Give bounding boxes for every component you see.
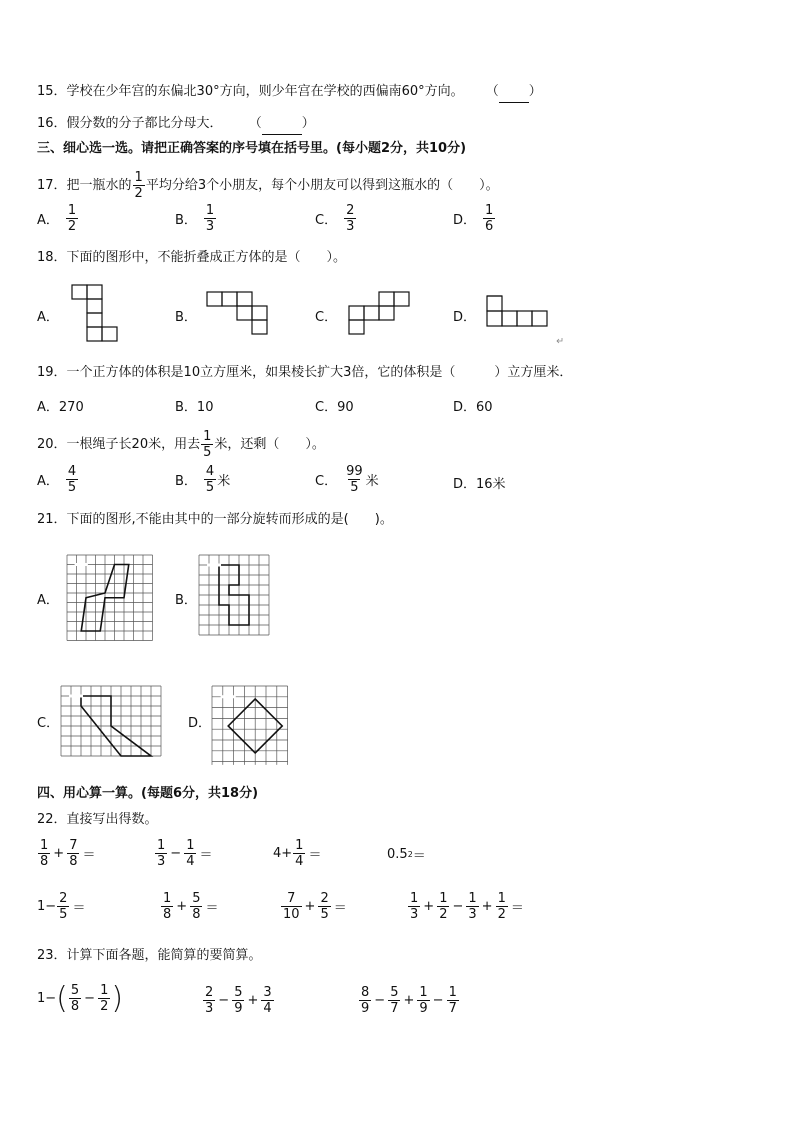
expression: 4+ $\frac{1}{4}$ ＝ [273, 838, 322, 869]
answer-blank[interactable] [499, 82, 529, 103]
question-16-text: 16．假分数的分子都比分母大． [37, 116, 223, 131]
cube-net-b [207, 292, 269, 338]
option-b[interactable]: B． $\frac{1}{3}$ [175, 203, 215, 234]
option-a[interactable]: A． $\frac{4}{5}$ [37, 464, 77, 495]
expression: $\frac{2}{3}$ − $\frac{5}{9}$ + $\frac{3}{4}$ [205, 985, 272, 1016]
option-d[interactable]: D． $\frac{1}{6}$ [453, 203, 494, 234]
section-3-title: 三、细心选一选。请把正确答案的序号填在括号里。(每小题2分，共10分) [37, 141, 467, 156]
option-a[interactable]: A． [37, 310, 59, 325]
option-c[interactable]: C． $\frac{99}{5}$ 米 [315, 464, 379, 495]
rotation-figure-b [199, 555, 271, 643]
return-mark-icon [556, 338, 564, 344]
expression: $\frac{1}{8}$ + $\frac{5}{8}$ ＝ [163, 891, 219, 922]
question-18-text: 18．下面的图形中，不能折叠成正方体的是（ ）。 [37, 250, 347, 265]
expression: $\frac{1}{3}$ − $\frac{1}{4}$ ＝ [157, 838, 213, 869]
expression: 1− $\frac{2}{5}$ ＝ [37, 891, 86, 922]
rotation-figure-c [61, 686, 163, 760]
option-b[interactable]: B． $\frac{4}{5}$ 米 [175, 464, 231, 495]
expression: 0.5 2 ＝ [387, 847, 426, 864]
option-d[interactable]: D． 16米 [453, 477, 506, 492]
question-15-text: 15．学校在少年宫的东偏北30°方向，则少年宫在学校的西偏南60°方向。 [37, 84, 464, 99]
expression: $\frac{8}{9}$ − $\frac{5}{7}$ + $\frac{1}{9}$ − $\frac{1}{7}$ [361, 985, 457, 1016]
question-19-text: 19．一个正方体的体积是10立方厘米，如果棱长扩大3倍，它的体积是（ ）立方厘米． [37, 365, 573, 380]
answer-blank[interactable] [262, 114, 302, 135]
question-23-text: 23．计算下面各题，能简算的要简算。 [37, 948, 262, 963]
expression: $\frac{7}{10}$ + $\frac{2}{5}$ ＝ [283, 891, 347, 922]
option-c[interactable]: C． $\frac{2}{3}$ [315, 203, 355, 234]
option-c[interactable]: C． [37, 716, 60, 731]
option-b[interactable]: B． [175, 310, 197, 325]
question-22-text: 22．直接写出得数。 [37, 812, 158, 827]
option-d[interactable]: D．60 [453, 400, 493, 415]
option-b[interactable]: B．10 [175, 400, 214, 415]
option-c[interactable]: C． [315, 310, 338, 325]
question-20: 20．一根绳子长20米，用去 $\frac{1}{5}$ 米，还剩（ ）。 [37, 429, 325, 460]
expression: $\frac{1}{8}$ + $\frac{7}{8}$ ＝ [40, 838, 96, 869]
option-a[interactable]: A． $\frac{1}{2}$ [37, 203, 77, 234]
option-c[interactable]: C．90 [315, 400, 354, 415]
section-4-title: 四、用心算一算。(每题6分，共18分) [37, 786, 259, 801]
question-15: 15．学校在少年宫的东偏北30°方向，则少年宫在学校的西偏南60°方向。 （ ） [37, 82, 542, 103]
question-16: 16．假分数的分子都比分母大． （ ） [37, 114, 315, 135]
fraction: $\frac{1}{5}$ [203, 429, 212, 460]
expression: $\frac{1}{3}$ + $\frac{1}{2}$ − $\frac{1}{3}$ + $\frac{1}{2}$ ＝ [410, 891, 524, 922]
expression: 1− ( $\frac{5}{8}$ − $\frac{1}{2}$ ) [37, 980, 124, 1016]
question-17: 17．把一瓶水的 $\frac{1}{2}$ 平均分给3个小朋友，每个小朋友可以得到这瓶水的（ ）。 [37, 170, 499, 201]
rotation-figure-d [212, 686, 288, 765]
option-d[interactable]: D． [453, 310, 477, 325]
option-b[interactable]: B． [175, 593, 197, 608]
question-21-text: 21．下面的图形,不能由其中的一部分旋转而形成的是( )。 [37, 512, 393, 527]
option-a[interactable]: A．270 [37, 400, 84, 415]
cube-net-d [487, 296, 549, 342]
option-d[interactable]: D． [188, 716, 212, 731]
fraction: $\frac{1}{2}$ [134, 170, 143, 201]
cube-net-c [349, 292, 411, 338]
rotation-figure-a [67, 555, 153, 643]
option-a[interactable]: A． [37, 593, 59, 608]
cube-net-a [72, 285, 118, 345]
